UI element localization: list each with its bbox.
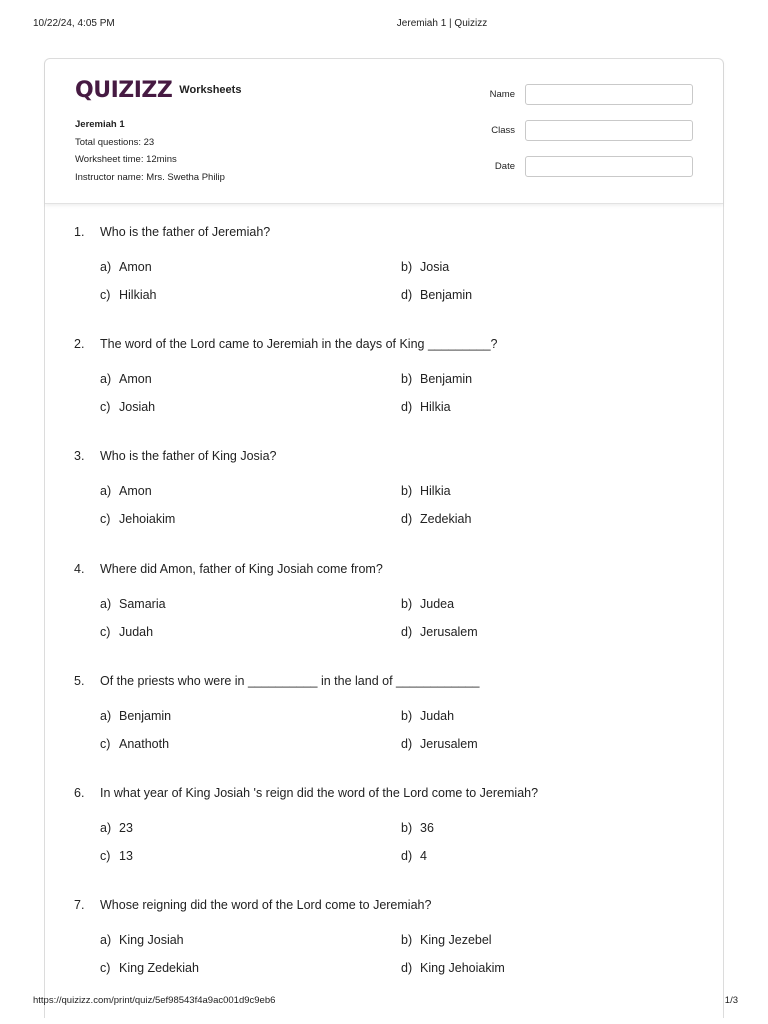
name-field-row xyxy=(463,84,693,106)
question-2 xyxy=(74,337,694,449)
brand-product-label: Worksheets xyxy=(179,84,242,96)
question-number: 5. xyxy=(74,673,85,688)
option-text: Zedekiah xyxy=(420,512,472,527)
option-letter: a) xyxy=(100,933,112,948)
option-b xyxy=(401,933,492,947)
option-letter: a) xyxy=(100,596,112,611)
option-text: King Jezebel xyxy=(420,933,492,948)
option-letter: c) xyxy=(100,624,111,639)
option-letter: c) xyxy=(100,400,111,415)
option-a xyxy=(100,933,184,947)
option-letter: b) xyxy=(401,708,413,723)
option-d xyxy=(401,512,471,526)
option-letter: a) xyxy=(100,708,112,723)
page-number: 1/3 xyxy=(724,995,738,1006)
option-b xyxy=(401,597,454,611)
option-text: 36 xyxy=(420,820,434,835)
print-page-title: Jeremiah 1 | Quizizz xyxy=(396,18,488,29)
option-text: Hilkiah xyxy=(119,288,157,302)
option-letter: d) xyxy=(401,400,413,415)
option-letter: b) xyxy=(401,596,413,611)
class-label: Class xyxy=(491,125,515,136)
question-text: In what year of King Josiah 's reign did the word of the Lord come to Jeremiah? xyxy=(100,785,539,800)
option-b xyxy=(401,372,472,386)
option-letter: c) xyxy=(100,848,111,863)
date-label: Date xyxy=(494,161,515,172)
option-letter: c) xyxy=(100,961,111,976)
option-text: Amon xyxy=(119,372,152,387)
option-d xyxy=(401,625,478,639)
option-c xyxy=(100,400,155,414)
question-7 xyxy=(74,898,694,1010)
option-letter: b) xyxy=(401,820,413,835)
print-url: https://quizizz.com/print/quiz/5ef98543f4a9ac001d9c9eb6 xyxy=(33,995,276,1006)
option-text: King Jehoiakim xyxy=(420,961,505,976)
option-text: 13 xyxy=(119,848,133,863)
option-text: Amon xyxy=(119,260,152,274)
question-number: 3. xyxy=(74,449,85,464)
option-text: Jehoiakim xyxy=(119,512,176,527)
option-a xyxy=(100,372,152,386)
question-text: Where did Amon, father of King Josiah come from? xyxy=(100,561,383,576)
question-5 xyxy=(74,674,694,786)
option-c xyxy=(100,961,199,975)
worksheet-time: Worksheet time: 12mins xyxy=(75,154,177,165)
option-letter: c) xyxy=(100,736,111,751)
option-letter: b) xyxy=(401,260,413,274)
brand xyxy=(75,79,241,103)
option-c xyxy=(100,625,153,639)
total-questions: Total questions: 23 xyxy=(75,136,155,148)
option-d xyxy=(401,400,451,414)
option-c xyxy=(100,737,169,751)
date-field[interactable] xyxy=(525,156,693,177)
date-field-row xyxy=(463,156,693,178)
option-letter: d) xyxy=(401,736,413,751)
option-letter: d) xyxy=(401,624,413,639)
option-c xyxy=(100,512,175,526)
option-c xyxy=(100,288,157,302)
name-label: Name xyxy=(489,89,515,100)
option-b xyxy=(401,260,449,274)
option-letter: c) xyxy=(100,512,111,527)
option-d xyxy=(401,961,505,975)
option-text: 23 xyxy=(119,820,133,835)
option-b xyxy=(401,709,454,723)
instructor-name: Instructor name: Mrs. Swetha Philip xyxy=(75,171,225,183)
worksheet-header xyxy=(45,59,723,204)
option-b xyxy=(401,484,451,498)
question-3 xyxy=(74,449,694,561)
option-a xyxy=(100,484,152,498)
name-field[interactable] xyxy=(525,84,693,105)
question-list xyxy=(74,225,694,1010)
question-text: The word of the Lord came to Jeremiah in the days of King _________? xyxy=(100,337,498,352)
question-text: Whose reigning did the word of the Lord come to Jeremiah? xyxy=(100,898,432,913)
question-6 xyxy=(74,786,694,898)
option-text: Benjamin xyxy=(420,372,473,387)
option-text: King Zedekiah xyxy=(119,961,199,976)
option-text: Jerusalem xyxy=(420,736,478,751)
option-letter: d) xyxy=(401,848,413,863)
quizizz-logo: QUIZIZZ xyxy=(75,78,173,103)
option-text: Samaria xyxy=(119,596,166,611)
option-d xyxy=(401,288,472,302)
question-number: 6. xyxy=(74,785,85,800)
option-a xyxy=(100,260,152,274)
question-text: Who is the father of Jeremiah? xyxy=(100,225,271,239)
option-a xyxy=(100,821,133,835)
class-field-row xyxy=(463,120,693,142)
option-letter: d) xyxy=(401,288,413,302)
option-text: Judah xyxy=(420,708,455,723)
option-c xyxy=(100,849,133,863)
option-letter: b) xyxy=(401,372,413,387)
option-d xyxy=(401,737,478,751)
option-text: Benjamin xyxy=(420,288,473,302)
question-number: 1. xyxy=(74,225,85,239)
option-text: Josiah xyxy=(119,400,156,415)
option-letter: d) xyxy=(401,961,413,976)
question-text: Of the priests who were in __________ in the land of ____________ xyxy=(100,673,480,688)
question-number: 4. xyxy=(74,561,85,576)
option-letter: a) xyxy=(100,484,112,499)
option-letter: b) xyxy=(401,484,413,499)
option-text: Jerusalem xyxy=(420,624,478,639)
question-4 xyxy=(74,562,694,674)
option-text: Hilkia xyxy=(420,484,451,499)
option-letter: a) xyxy=(100,372,112,387)
option-letter: d) xyxy=(401,512,413,527)
option-a xyxy=(100,597,166,611)
print-datetime: 10/22/24, 4:05 PM xyxy=(33,18,115,29)
option-a xyxy=(100,709,171,723)
option-text: Judah xyxy=(119,624,154,639)
question-number: 2. xyxy=(74,337,85,352)
question-1 xyxy=(74,225,694,337)
option-text: Hilkia xyxy=(420,400,451,415)
option-letter: a) xyxy=(100,260,112,274)
student-fields xyxy=(463,84,693,192)
option-text: Benjamin xyxy=(119,708,172,723)
option-text: Josia xyxy=(420,260,450,274)
option-letter: b) xyxy=(401,933,413,948)
worksheet-meta xyxy=(75,116,225,186)
option-text: 4 xyxy=(420,848,427,863)
option-letter: c) xyxy=(100,288,111,302)
option-letter: a) xyxy=(100,820,112,835)
print-footer xyxy=(33,995,738,1009)
print-header xyxy=(33,18,738,32)
option-text: Amon xyxy=(119,484,152,499)
question-text: Who is the father of King Josia? xyxy=(100,449,277,464)
class-field[interactable] xyxy=(525,120,693,141)
option-b xyxy=(401,821,434,835)
option-text: King Josiah xyxy=(119,933,184,948)
worksheet-title: Jeremiah 1 xyxy=(75,119,125,130)
option-d xyxy=(401,849,427,863)
option-text: Judea xyxy=(420,596,455,611)
option-text: Anathoth xyxy=(119,736,170,751)
question-number: 7. xyxy=(74,898,85,913)
